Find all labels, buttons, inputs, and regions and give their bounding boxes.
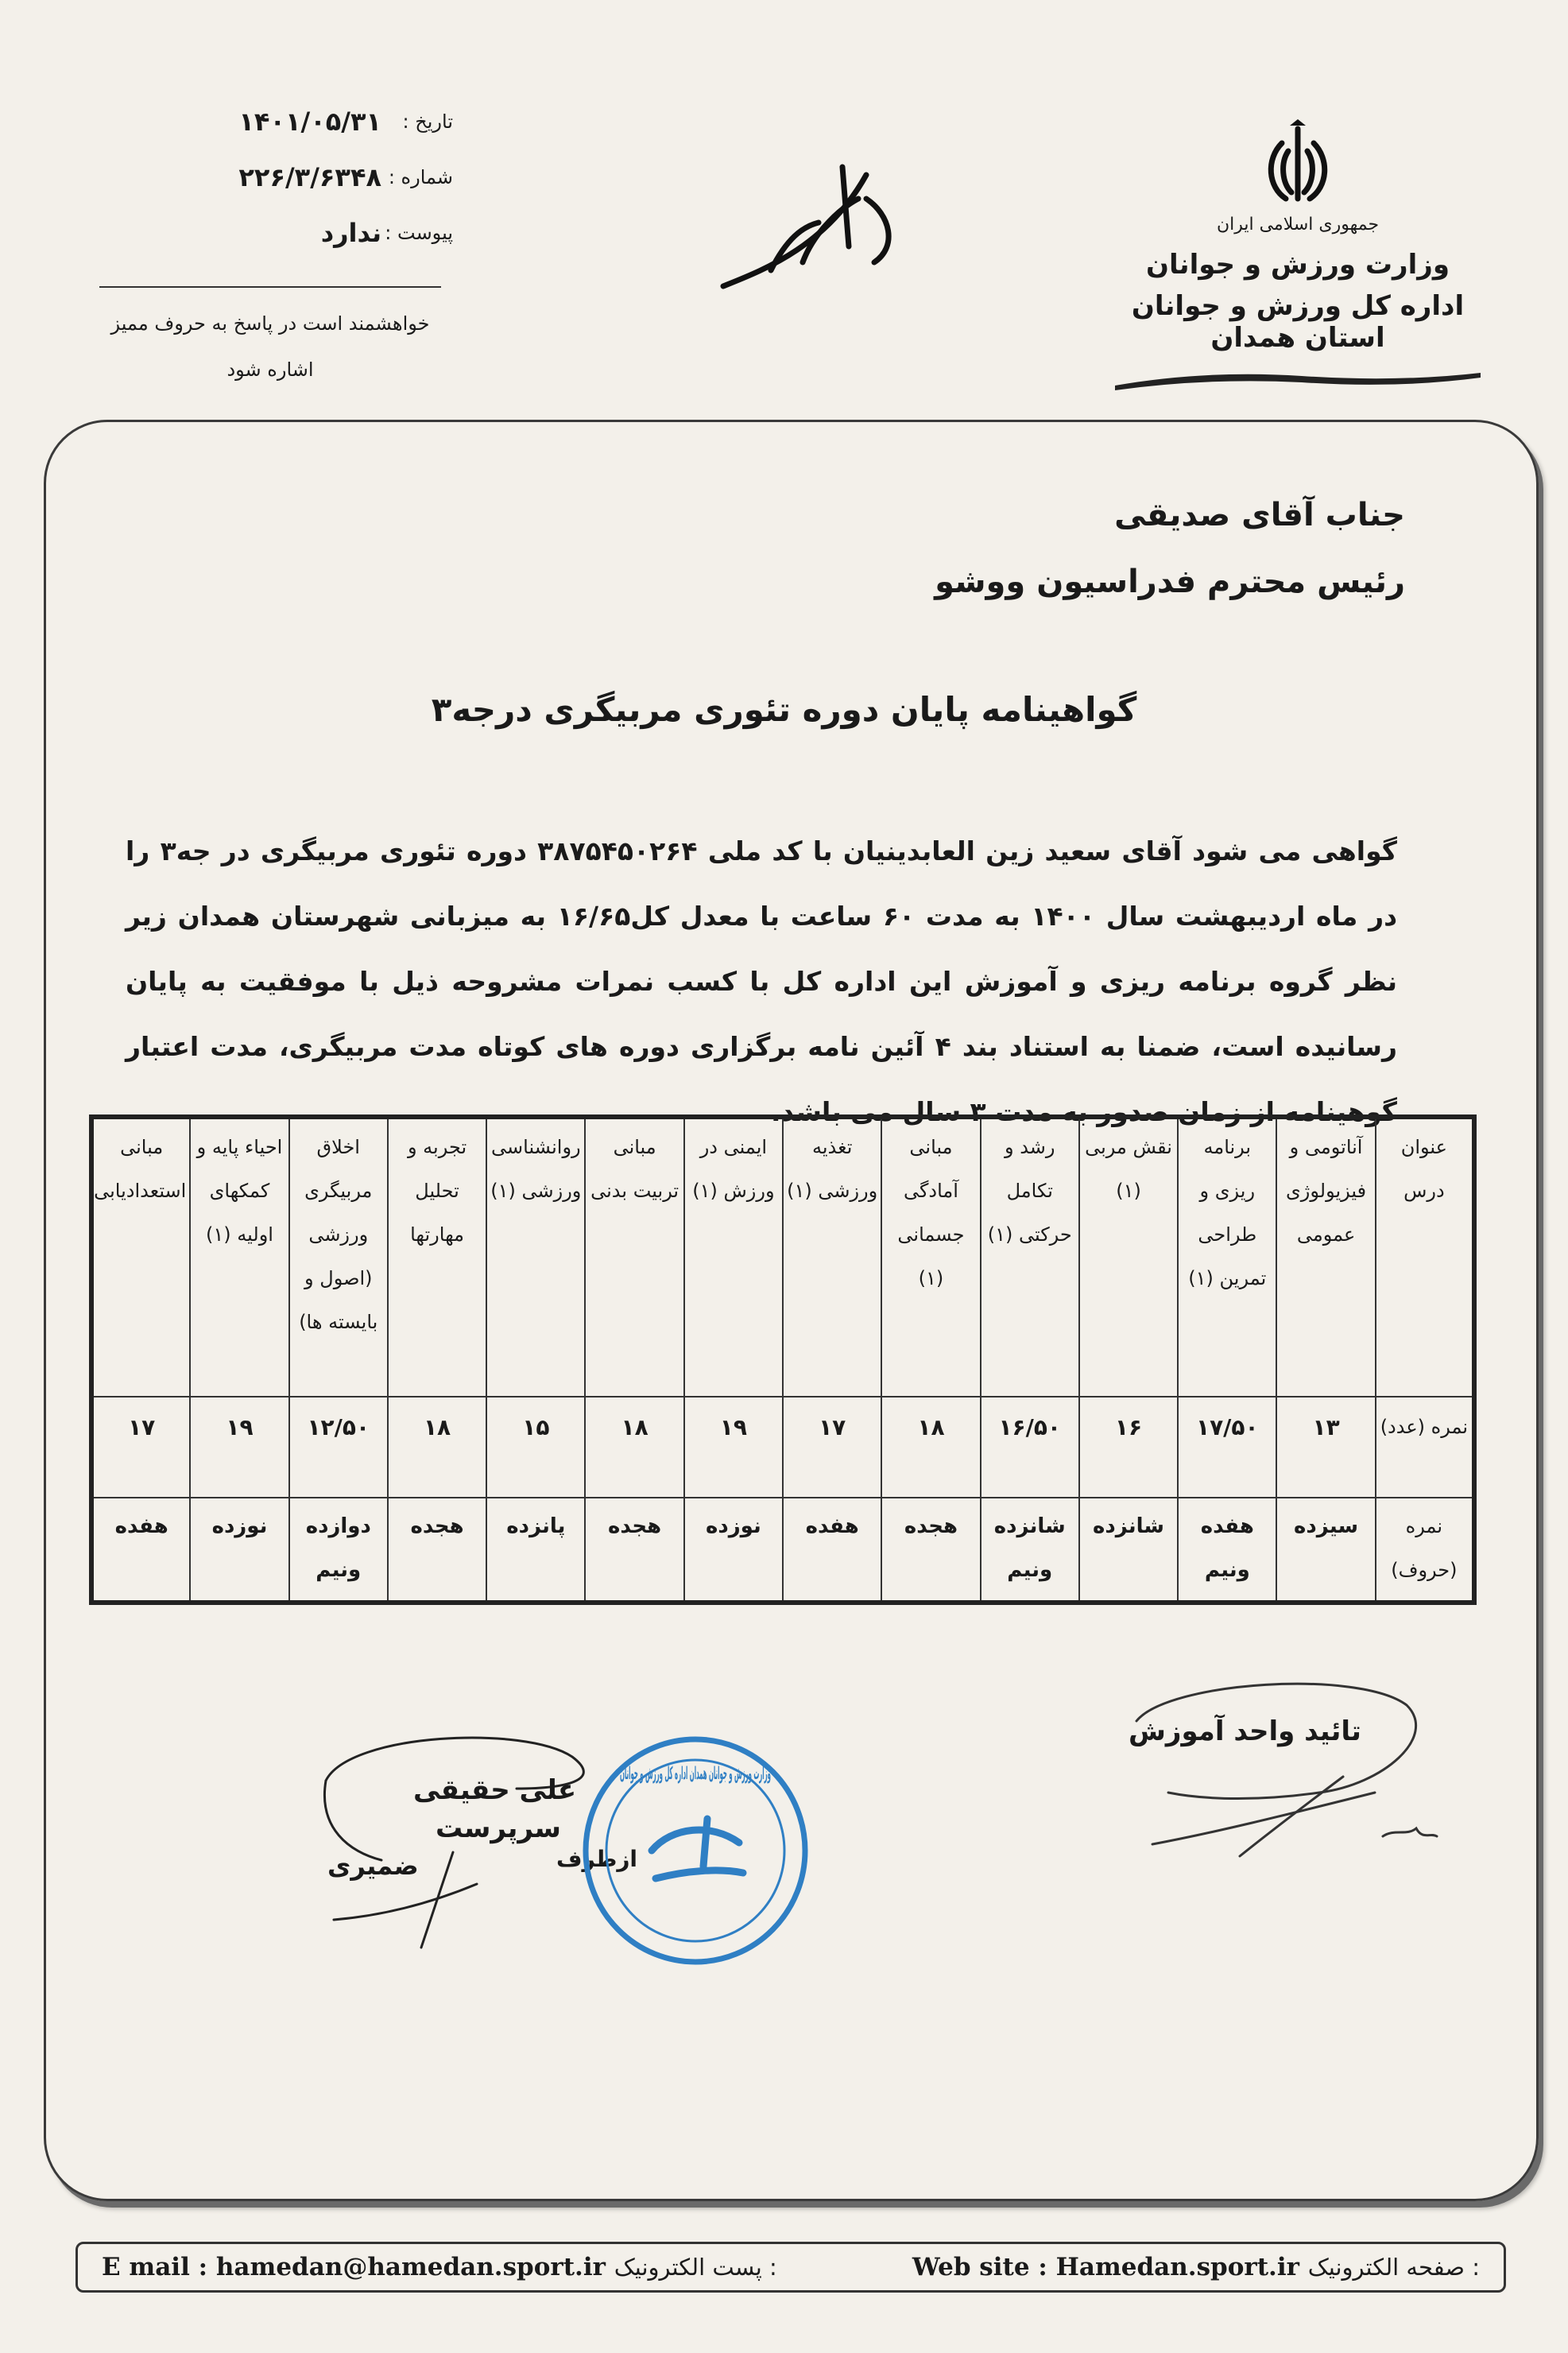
date-label: تاریخ :: [402, 110, 453, 133]
course-name: نقش مربی (۱): [1079, 1117, 1178, 1397]
course-name: مبانی استعدادیابی: [91, 1117, 190, 1397]
letterhead: [1091, 119, 1504, 392]
grades-table: [89, 1114, 1477, 1605]
grade-words: هفده ونیم: [1178, 1498, 1276, 1603]
grade-words-row: [91, 1498, 1474, 1603]
course-name: آناتومی و فیزیولوژی عمومی: [1276, 1117, 1375, 1397]
approval-signature: [1121, 1673, 1438, 1864]
grade-number: ۱۵: [486, 1397, 585, 1498]
date-row: [143, 94, 453, 149]
reply-note-line2: اشاره شود: [226, 359, 314, 381]
number-row: [143, 149, 453, 205]
course-name: تجربه و تحلیل مهارتها: [388, 1117, 486, 1397]
grade-number: ۱۳: [1276, 1397, 1375, 1498]
grade-number: ۱۸: [585, 1397, 683, 1498]
grade-number: ۱۹: [190, 1397, 288, 1498]
grade-numbers-row: [91, 1397, 1474, 1498]
course-name: رشد و تکامل حرکتی (۱): [981, 1117, 1079, 1397]
website-label: صفحه الکترونیک :: [1307, 2254, 1480, 2281]
grade-words: شانزده: [1079, 1498, 1178, 1603]
addressee-title: رئیس محترم فدراسیون ووشو: [935, 564, 1405, 600]
row-header-grade-words: نمره (حروف): [1376, 1498, 1474, 1603]
row-header-course: عنوان درس: [1376, 1117, 1474, 1397]
grade-number: ۱۷/۵۰: [1178, 1397, 1276, 1498]
attachment-value: ندارد: [320, 218, 381, 248]
grade-words: هفده: [783, 1498, 881, 1603]
grade-number: ۱۶/۵۰: [981, 1397, 1079, 1498]
signer-surname: ضمیری: [327, 1851, 419, 1881]
grade-number: ۱۷: [91, 1397, 190, 1498]
grade-words: هفده: [91, 1498, 190, 1603]
grade-words: سیزده: [1276, 1498, 1375, 1603]
course-name: ایمنی در ورزش (۱): [684, 1117, 783, 1397]
course-name: اخلاق مربیگری ورزشی (اصول و بایسته ها): [289, 1117, 388, 1397]
grade-words: هجده: [881, 1498, 980, 1603]
course-name: روانشناسی ورزشی (۱): [486, 1117, 585, 1397]
footer-email: [102, 2253, 777, 2281]
approval-label: تائید واحد آموزش: [1129, 1715, 1361, 1747]
grade-number: ۱۲/۵۰: [289, 1397, 388, 1498]
svg-text:بسمه تعالی: بسمه تعالی: [827, 238, 830, 239]
grade-words: نوزده: [684, 1498, 783, 1603]
signer-title: سرپرست: [436, 1812, 561, 1844]
certificate-body: گواهی می شود آقای سعید زین العابدینیان با کد ملی ۳۸۷۵۴۵۰۲۶۴ دوره تئوری مربیگری در جه۳ را در ماه اردیبهشت سال ۱۴۰۰ به مدت ۶۰ ساعت با معدل کل۱۶/۶۵ به میزبانی شهرستان همدان زیر نظر گروه برنامه ریزی و آموزش این اداره کل با کسب نمرات مشروحه ذیل با موفقیت به پایان رسانیده است، ضمنا به استناد بند ۴ آئین نامه برگزاری دوره های کوتاه مدت مربیگری، مدت اعتبار گوهینامه از زمان صدور به مدت ۳ سال می باشد.: [126, 835, 1398, 1127]
grade-number: ۱۹: [684, 1397, 783, 1498]
grade-words: هجده: [585, 1498, 683, 1603]
number-value: ۲۲۶/۳/۶۳۴۸: [238, 162, 381, 192]
course-name: مبانی تربیت بدنی: [585, 1117, 683, 1397]
bismillah-calligraphy: [707, 151, 914, 302]
date-value: ۱۴۰۱/۰۵/۳۱: [238, 107, 381, 137]
grade-words: هجده: [388, 1498, 486, 1603]
grade-words: شانزده ونیم: [981, 1498, 1079, 1603]
course-name: برنامه ریزی و طراحی تمرین (۱): [1178, 1117, 1276, 1397]
addressee-name: جناب آقای صدیقی: [1114, 497, 1405, 533]
header-divider: [1111, 368, 1485, 392]
ministry-label: وزارت ورزش و جوانان: [1146, 249, 1450, 281]
course-name: تغذیه ورزشی (۱): [783, 1117, 881, 1397]
grade-words: نوزده: [190, 1498, 288, 1603]
grade-number: ۱۶: [1079, 1397, 1178, 1498]
reply-note: [99, 300, 441, 393]
iran-emblem-icon: [1250, 119, 1345, 215]
grade-number: ۱۸: [881, 1397, 980, 1498]
course-name: احیاء پایه و کمکهای اولیه (۱): [190, 1117, 288, 1397]
official-stamp: [576, 1731, 815, 1970]
email-label: پست الکترونیک :: [614, 2254, 777, 2281]
on-behalf-label: ازطرف: [556, 1846, 638, 1872]
grade-words: پانزده: [486, 1498, 585, 1603]
reply-note-line1: خواهشمند است در پاسخ به حروف ممیز: [110, 312, 430, 335]
website-value: Web site : Hamedan.sport.ir: [912, 2253, 1299, 2281]
grade-number: ۱۷: [783, 1397, 881, 1498]
republic-label: جمهوری اسلامی ایران: [1216, 215, 1380, 235]
meta-divider: [99, 286, 441, 288]
number-label: شماره :: [388, 166, 453, 188]
addressee: [935, 482, 1405, 615]
grade-words: دوازده ونیم: [289, 1498, 388, 1603]
email-value: E mail : hamedan@hamedan.sport.ir: [102, 2253, 606, 2281]
row-header-grade-number: نمره (عدد): [1376, 1397, 1474, 1498]
footer-website: [912, 2253, 1480, 2281]
stamp-text: وزارت ورزش و جوانان همدان اداره کل ورزش و جوانان: [620, 1764, 771, 1784]
grade-number: ۱۸: [388, 1397, 486, 1498]
department-label: اداره کل ورزش و جوانان استان همدان: [1131, 290, 1465, 354]
course-name: مبانی آمادگی جسمانی (۱): [881, 1117, 980, 1397]
certificate-title: گواهینامه پایان دوره تئوری مربیگری درجه۳: [431, 690, 1137, 729]
attachment-label: پیوست :: [385, 222, 453, 244]
attachment-row: [143, 205, 453, 261]
footer: [75, 2242, 1506, 2293]
letter-meta: [143, 94, 453, 261]
signer-name: علی حقیقی: [413, 1774, 577, 1806]
course-names-row: [91, 1117, 1474, 1397]
